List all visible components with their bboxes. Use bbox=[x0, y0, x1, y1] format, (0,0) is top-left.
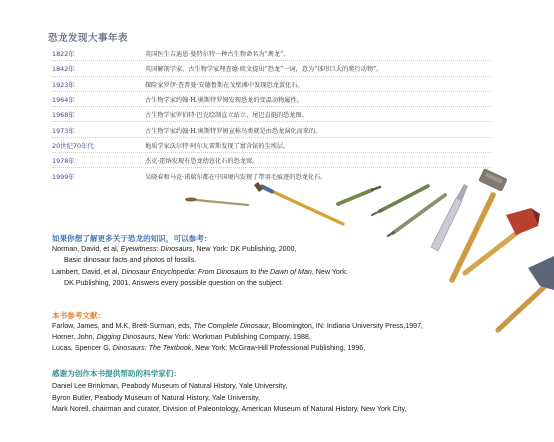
timeline-row bbox=[52, 107, 492, 122]
reference-title: Eyewitness: Dinosaurs bbox=[120, 245, 193, 253]
reference-author: Norman, David, et al, bbox=[52, 245, 121, 253]
timeline-row bbox=[52, 92, 492, 107]
bibliography-item bbox=[52, 344, 365, 352]
timeline-text: 地质学家沃尔特·阿尔瓦雷斯发现了富含铱的尘埃层。 bbox=[145, 142, 290, 150]
timeline-text: 古生物学家约翰·H.奥斯特罗姆发现恐龙的变温动物属性。 bbox=[145, 97, 303, 105]
timeline-text: 吴晓春和马克·诺瑞尔都在中国境内发现了带羽毛痕迹的恐龙化石。 bbox=[145, 173, 327, 181]
pick-hammer-icon bbox=[498, 256, 554, 330]
brush-icon bbox=[254, 182, 343, 224]
chisel-icon bbox=[372, 186, 428, 215]
timeline-year: 1923年 bbox=[52, 80, 75, 89]
thanks-item: Daniel Lee Brinkman, Peabody Museum of Natural History, Yale University, bbox=[52, 382, 288, 390]
timeline-year: 1978年 bbox=[52, 157, 75, 166]
timeline-year: 1973年 bbox=[52, 126, 75, 135]
bibliography-item bbox=[52, 333, 311, 341]
reference-note: DK Publishing, 2001, Answers every possible question on the subject. bbox=[64, 279, 284, 287]
timeline-row bbox=[52, 168, 492, 183]
timeline-text: 英国医生吉迪恩·曼特尔特一种古生物命名为“禽龙”。 bbox=[145, 51, 290, 59]
reference-publisher: , New York: bbox=[311, 268, 348, 276]
hammer-icon bbox=[452, 168, 508, 280]
timeline-year: 1822年 bbox=[52, 50, 75, 59]
thanks-heading: 感谢为创作本书提供帮助的科学家们： bbox=[52, 369, 182, 378]
further-reading-heading: 如果你想了解更多关于恐龙的知识，可以参考： bbox=[52, 234, 212, 243]
timeline-row bbox=[52, 46, 492, 61]
reference-title: Dinosaur Encyclopedia: From Dinosaurs to the Dawn of Man bbox=[121, 268, 312, 276]
reference-publisher: , New York: McGraw-Hill Professional Publishing, 1996, bbox=[191, 344, 366, 352]
timeline-row bbox=[52, 138, 492, 153]
timeline-text: 古生物学家约翰·H.奥斯特罗姆宣称鸟类就是由恐龙演化而来的。 bbox=[145, 127, 322, 135]
timeline-text: 杰克·霍纳发现有恐龙幼崽化石的恐龙窝。 bbox=[145, 158, 259, 166]
reference-title: The Complete Dinosaur bbox=[193, 322, 269, 330]
timeline-year: 1968年 bbox=[52, 111, 75, 120]
timeline-row bbox=[52, 61, 492, 76]
brush-icon bbox=[185, 198, 248, 206]
reference-author: Farlow, James, and M.K, Brett-Surman, eds, bbox=[52, 322, 194, 330]
timeline-row bbox=[52, 153, 492, 168]
reference-publisher: , New York: Workman Publishing Company, 1988, bbox=[154, 333, 311, 341]
reference-item bbox=[52, 245, 296, 253]
timeline-text: 探险家罗伊·查普曼·安德鲁斯在戈壁滩中发现恐龙蛋化石。 bbox=[145, 81, 304, 89]
reference-title: Digging Dinosaurs bbox=[96, 333, 155, 341]
timeline-year: 20世纪70年代 bbox=[52, 141, 94, 150]
reference-note: Basic dinosaur facts and photos of fossils. bbox=[64, 256, 197, 264]
timeline-row bbox=[52, 122, 492, 137]
chisel-icon bbox=[338, 187, 380, 204]
reference-author: Lambert, David, et al, bbox=[52, 268, 122, 276]
reference-author: Lucas, Spencer G, bbox=[52, 344, 113, 352]
reference-item bbox=[52, 268, 348, 276]
reference-author: Horner, John, bbox=[52, 333, 97, 341]
trowel-icon bbox=[431, 184, 468, 251]
reference-publisher: , New York: DK Publishing, 2000, bbox=[192, 245, 297, 253]
timeline-year: 1999年 bbox=[52, 172, 75, 181]
chisel-icon bbox=[388, 195, 445, 236]
timeline-text: 英国解剖学家、古生物学家理查德·欧文提出“恐龙”一词，意为“体形巨大的爬行动物”。 bbox=[145, 66, 383, 74]
timeline-year: 1964年 bbox=[52, 96, 75, 105]
rock-hammer-icon bbox=[465, 208, 540, 273]
reference-publisher: , Bloomington, IN: Indiana University Press,1997, bbox=[268, 322, 424, 330]
reference-title: Dinosaurs: The Textbook bbox=[112, 344, 192, 352]
timeline-row bbox=[52, 77, 492, 92]
bibliography-heading: 本书参考文献： bbox=[52, 311, 106, 320]
thanks-item: Byron Butler, Peabody Museum of Natural History, Yale University, bbox=[52, 394, 261, 402]
thanks-item: Mark Norell, chairman and curator, Division of Paleontology, American Museum of Natural History, New York City, bbox=[52, 405, 407, 413]
bibliography-item bbox=[52, 322, 423, 330]
timeline bbox=[52, 46, 492, 184]
timeline-title: 恐龙发现大事年表 bbox=[48, 33, 129, 44]
timeline-year: 1842年 bbox=[52, 65, 75, 74]
timeline-text: 古生物学家罗伯特·巴克绘制直立站立、尾巴直挺的恐龙图。 bbox=[145, 112, 308, 120]
